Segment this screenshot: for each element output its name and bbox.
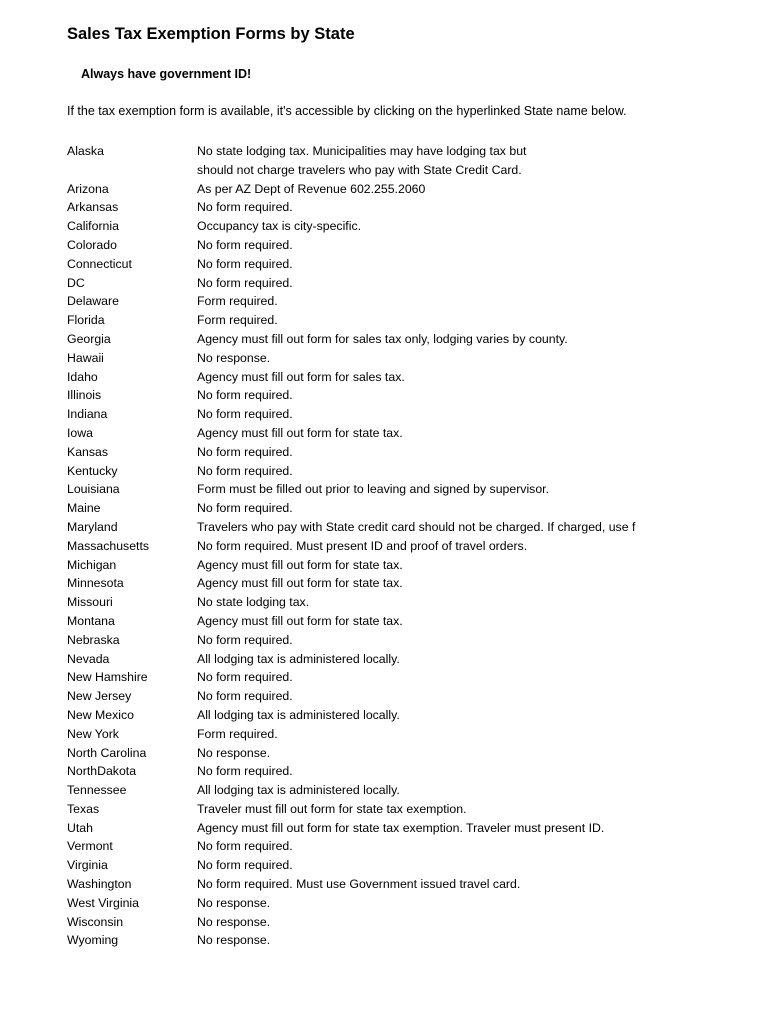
exemption-note: No form required. Must present ID and proof of travel orders.	[197, 538, 528, 553]
exemption-note: No form required.	[197, 764, 293, 779]
exemption-note: Traveler must fill out form for state tax exemption.	[197, 801, 467, 816]
table-row	[67, 443, 770, 462]
exemption-note: No form required. Must use Government issued travel card.	[197, 877, 521, 892]
state-name: New Mexico	[67, 707, 134, 722]
exemption-note: As per AZ Dept of Revenue 602.255.2060	[197, 181, 426, 196]
state-name: California	[67, 219, 119, 234]
exemption-note: No form required.	[197, 839, 293, 854]
state-name: Arkansas	[67, 200, 119, 215]
table-row	[67, 650, 770, 669]
state-name: New York	[67, 726, 119, 741]
state-name: New Jersey	[67, 689, 132, 704]
state-name: Nebraska	[67, 632, 120, 647]
table-row	[67, 368, 770, 387]
exemption-note: No form required.	[197, 463, 293, 478]
table-row	[67, 913, 770, 932]
table-row	[67, 274, 770, 293]
table-row	[67, 819, 770, 838]
exemption-note: Agency must fill out form for state tax.	[197, 613, 403, 628]
state-name: Massachusetts	[67, 538, 150, 553]
state-name: Kentucky	[67, 463, 118, 478]
state-name: Iowa	[67, 425, 93, 440]
state-name: Washington	[67, 877, 132, 892]
state-table	[67, 142, 770, 950]
exemption-note: No response.	[197, 895, 271, 910]
table-row	[67, 781, 770, 800]
table-row	[67, 236, 770, 255]
exemption-note: No form required.	[197, 444, 293, 459]
exemption-note: No form required.	[197, 388, 293, 403]
state-name: Montana	[67, 613, 115, 628]
table-row	[67, 292, 770, 311]
exemption-note: Form required.	[197, 726, 278, 741]
exemption-note: Agency must fill out form for state tax.	[197, 576, 403, 591]
table-row	[67, 744, 770, 763]
table-row	[67, 574, 770, 593]
exemption-note: No response.	[197, 350, 271, 365]
exemption-note: No form required.	[197, 275, 293, 290]
table-row	[67, 311, 770, 330]
state-name: Maryland	[67, 519, 118, 534]
table-row	[67, 142, 770, 180]
exemption-note: No response.	[197, 933, 271, 948]
table-row	[67, 462, 770, 481]
exemption-note: Agency must fill out form for state tax.	[197, 557, 403, 572]
exemption-note: No form required.	[197, 407, 293, 422]
exemption-note	[197, 142, 770, 180]
table-row	[67, 198, 770, 217]
state-name: Wisconsin	[67, 914, 124, 929]
exemption-note: Form required.	[197, 313, 278, 328]
exemption-note: No form required.	[197, 670, 293, 685]
state-name: Georgia	[67, 331, 111, 346]
state-name: Hawaii	[67, 350, 104, 365]
state-name: Kansas	[67, 444, 109, 459]
exemption-note: No form required.	[197, 858, 293, 873]
table-row	[67, 518, 770, 537]
intro-text: If the tax exemption form is available, it's accessible by clicking on the hyperlinked State name below.	[67, 104, 627, 118]
state-name: Idaho	[67, 369, 98, 384]
state-name: Virginia	[67, 858, 108, 873]
table-row	[67, 499, 770, 518]
exemption-note: No form required.	[197, 632, 293, 647]
state-name: New Hamshire	[67, 670, 148, 685]
table-row	[67, 593, 770, 612]
table-row	[67, 424, 770, 443]
state-name: Delaware	[67, 294, 119, 309]
exemption-note: Agency must fill out form for sales tax.	[197, 369, 405, 384]
exemption-note: Agency must fill out form for state tax.	[197, 425, 403, 440]
table-row	[67, 255, 770, 274]
state-name: Arizona	[67, 181, 109, 196]
state-name: Florida	[67, 313, 105, 328]
exemption-note: No state lodging tax.	[197, 595, 310, 610]
table-row	[67, 762, 770, 781]
exemption-note: No form required.	[197, 256, 293, 271]
table-row	[67, 386, 770, 405]
state-name: Missouri	[67, 595, 113, 610]
exemption-note: No form required.	[197, 501, 293, 516]
table-row	[67, 837, 770, 856]
state-name: Illinois	[67, 388, 102, 403]
table-row	[67, 330, 770, 349]
exemption-note: Form required.	[197, 294, 278, 309]
state-name: North Carolina	[67, 745, 147, 760]
exemption-note: Occupancy tax is city-specific.	[197, 219, 362, 234]
state-name: West Virginia	[67, 895, 139, 910]
exemption-note: All lodging tax is administered locally.	[197, 651, 400, 666]
id-reminder: Always have government ID!	[81, 67, 252, 81]
table-row	[67, 405, 770, 424]
exemption-note: No form required.	[197, 689, 293, 704]
table-row	[67, 480, 770, 499]
state-name: Michigan	[67, 557, 117, 572]
state-name: Vermont	[67, 839, 113, 854]
state-name: Connecticut	[67, 256, 132, 271]
table-row	[67, 706, 770, 725]
table-row	[67, 668, 770, 687]
state-name: Louisiana	[67, 482, 120, 497]
table-row	[67, 931, 770, 950]
state-name: Nevada	[67, 651, 110, 666]
exemption-note: No form required.	[197, 237, 293, 252]
exemption-note-line: should not charge travelers who pay with State Credit Card.	[197, 162, 522, 177]
state-name: Wyoming	[67, 933, 119, 948]
table-row	[67, 687, 770, 706]
exemption-note: No response.	[197, 745, 271, 760]
exemption-note: Form must be filled out prior to leaving and signed by supervisor.	[197, 482, 550, 497]
table-row	[67, 180, 770, 199]
state-name: DC	[67, 275, 85, 290]
table-row	[67, 217, 770, 236]
table-row	[67, 349, 770, 368]
state-name: Utah	[67, 820, 93, 835]
exemption-note: Agency must fill out form for state tax exemption. Traveler must present ID.	[197, 820, 605, 835]
state-name: Maine	[67, 501, 101, 516]
page-title: Sales Tax Exemption Forms by State	[67, 25, 355, 43]
exemption-note: All lodging tax is administered locally.	[197, 707, 400, 722]
table-row	[67, 537, 770, 556]
state-name: Minnesota	[67, 576, 124, 591]
table-row	[67, 894, 770, 913]
exemption-note: No response.	[197, 914, 271, 929]
state-name: Colorado	[67, 237, 117, 252]
table-row	[67, 875, 770, 894]
table-row	[67, 856, 770, 875]
exemption-note-line: No state lodging tax. Municipalities may have lodging tax but	[197, 144, 527, 158]
state-name: Alaska	[67, 144, 104, 158]
state-name: Tennessee	[67, 783, 127, 798]
table-row	[67, 612, 770, 631]
state-name: Texas	[67, 801, 100, 816]
table-row	[67, 800, 770, 819]
state-name: Indiana	[67, 407, 108, 422]
state-name: NorthDakota	[67, 764, 137, 779]
exemption-note: Agency must fill out form for sales tax only, lodging varies by county.	[197, 331, 568, 346]
table-row	[67, 725, 770, 744]
exemption-note: All lodging tax is administered locally.	[197, 783, 400, 798]
exemption-note: No form required.	[197, 200, 293, 215]
table-row	[67, 556, 770, 575]
table-row	[67, 631, 770, 650]
exemption-note: Travelers who pay with State credit card should not be charged. If charged, use f	[197, 519, 636, 534]
